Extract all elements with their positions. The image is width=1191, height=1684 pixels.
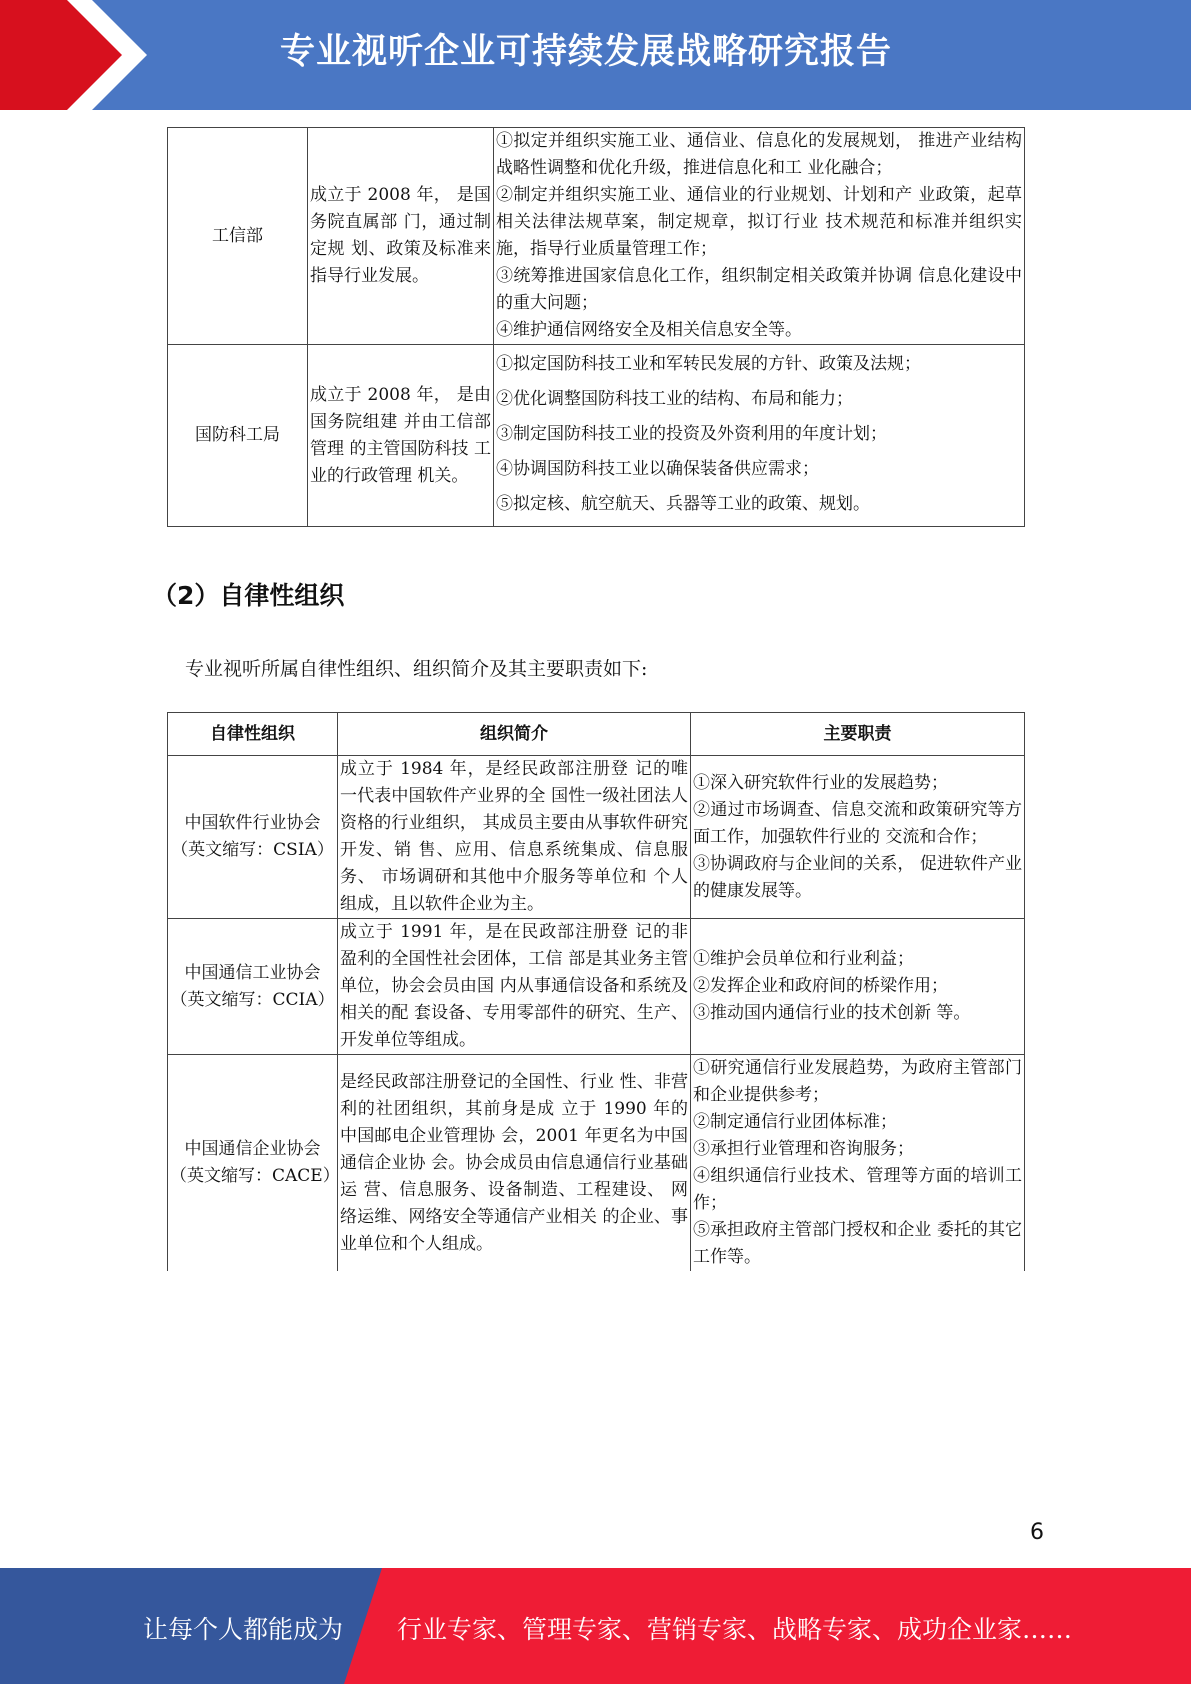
duty-item: ①深入研究软件行业的发展趋势； [693,772,948,793]
column-header: 自律性组织 [168,713,338,756]
footer-slogan-left: 让每个人都能成为 [143,1615,344,1644]
section-heading: （2）自律性组织 [152,581,345,610]
org-name: 中国通信企业协会（英文缩写：CACE） [168,1055,338,1272]
page-footer [0,1568,1191,1684]
duty-item: ②发挥企业和政府间的桥梁作用； [693,976,948,996]
government-agency-table [167,127,1025,527]
page-header [0,0,1191,110]
agency-name: 国防科工局 [168,345,308,527]
duty-item: ⑤拟定核、航空航天、兵器等工业的政策、规划。 [496,494,870,514]
org-duties [691,756,1025,919]
org-intro: 成立于 1991 年，是在民政部注册登 记的非盈利的全国性社会团体，工信 部是其业务主管单位，协会会员由国 内从事通信设备和系统及相关的配 套设备、专用零部件的研究、生产、 开发单位等组成。 [338,919,691,1055]
table-header-row [168,713,1025,756]
column-header: 组织简介 [338,713,691,756]
org-duties [691,1055,1025,1272]
duty-item: ②优化调整国防科技工业的结构、布局和能力； [496,389,853,409]
footer-slogan-right: 行业专家、管理专家、营销专家、战略专家、成功企业家…… [397,1615,1073,1644]
org-intro: 是经民政部注册登记的全国性、行业 性、非营利的社团组织，其前身是成 立于 1990 年的中国邮电企业管理协 会，2001 年更名为中国通信企业协 会。协会成员由信息通信行业基础运 营、信息服务、设备制造、工程建设、 网络运维、网络安全等通信产业相关 的企业、事业单位和个人组成。 [338,1055,691,1272]
section-intro: 专业视听所属自律性组织、组织简介及其主要职责如下: [185,658,648,680]
duty-item: ③制定国防科技工业的投资及外资利用的年度计划； [496,424,887,444]
org-name: 中国软件行业协会（英文缩写：CSIA） [168,756,338,919]
duty-item: ③承担行业管理和咨询服务； [693,1139,914,1159]
org-duties [691,919,1025,1055]
page-number: 6 [1030,1520,1044,1545]
table-row [168,919,1025,1055]
table-row [168,1055,1025,1272]
agency-duties [494,345,1025,527]
table-row [168,345,1025,527]
duty-item: ③协调政府与企业间的关系， 促进软件产业的健康发展等。 [693,853,1022,901]
duty-item: ①研究通信行业发展趋势，为政府主管部门和企业提供参考； [693,1058,1022,1105]
report-title: 专业视听企业可持续发展战略研究报告 [280,32,893,72]
duty-item: ②通过市场调查、信息交流和政策研究等方面工作，加强软件行业的 交流和合作； [693,799,1022,847]
duty-item: ③统筹推进国家信息化工作，组织制定相关政策并协调 信息化建设中的重大问题； [496,266,1022,313]
duty-item: ④组织通信行业技术、管理等方面的培训工作； [693,1166,1022,1213]
duty-item: ④维护通信网络安全及相关信息安全等。 [496,320,802,340]
agency-duties [494,128,1025,345]
duty-item: ④协调国防科技工业以确保装备供应需求； [496,459,819,479]
duty-item: ⑤承担政府主管部门授权和企业 委托的其它工作等。 [693,1220,1022,1267]
table-row [168,128,1025,345]
org-intro: 成立于 1984 年，是经民政部注册登 记的唯一代表中国软件产业界的全 国性一级社团法人资格的行业组织， 其成员主要由从事软件研究开发、销 售、应用、信息系统集成、信息服务、 市场调研和其他中介服务等单位和 个人组成，且以软件企业为主。 [338,756,691,919]
table-row [168,756,1025,919]
duty-item: ①维护会员单位和行业利益； [693,949,914,969]
org-name: 中国通信工业协会（英文缩写：CCIA） [168,919,338,1055]
agency-intro: 成立于 2008 年， 是由国务院组建 并由工信部管理 的主管国防科技 工业的行政管理 机关。 [308,345,494,527]
column-header: 主要职责 [691,713,1025,756]
duty-item: ②制定并组织实施工业、通信业的行业规划、计划和产 业政策，起草相关法律法规草案，制定规章，拟订行业 技术规范和标准并组织实施，指导行业质量管理工作； [496,185,1022,259]
duty-item: ②制定通信行业团体标准； [693,1112,897,1132]
duty-item: ①拟定并组织实施工业、通信业、信息化的发展规划， 推进产业结构战略性调整和优化升级，推进信息化和工 业化融合； [496,131,1022,178]
agency-intro: 成立于 2008 年， 是国务院直属部 门，通过制定规 划、政策及标准来 指导行业发展。 [308,128,494,345]
duty-item: ①拟定国防科技工业和军转民发展的方针、政策及法规； [496,354,921,374]
self-regulatory-org-table [167,712,1025,1271]
agency-name: 工信部 [168,128,308,345]
duty-item: ③推动国内通信行业的技术创新 等。 [693,1003,971,1023]
